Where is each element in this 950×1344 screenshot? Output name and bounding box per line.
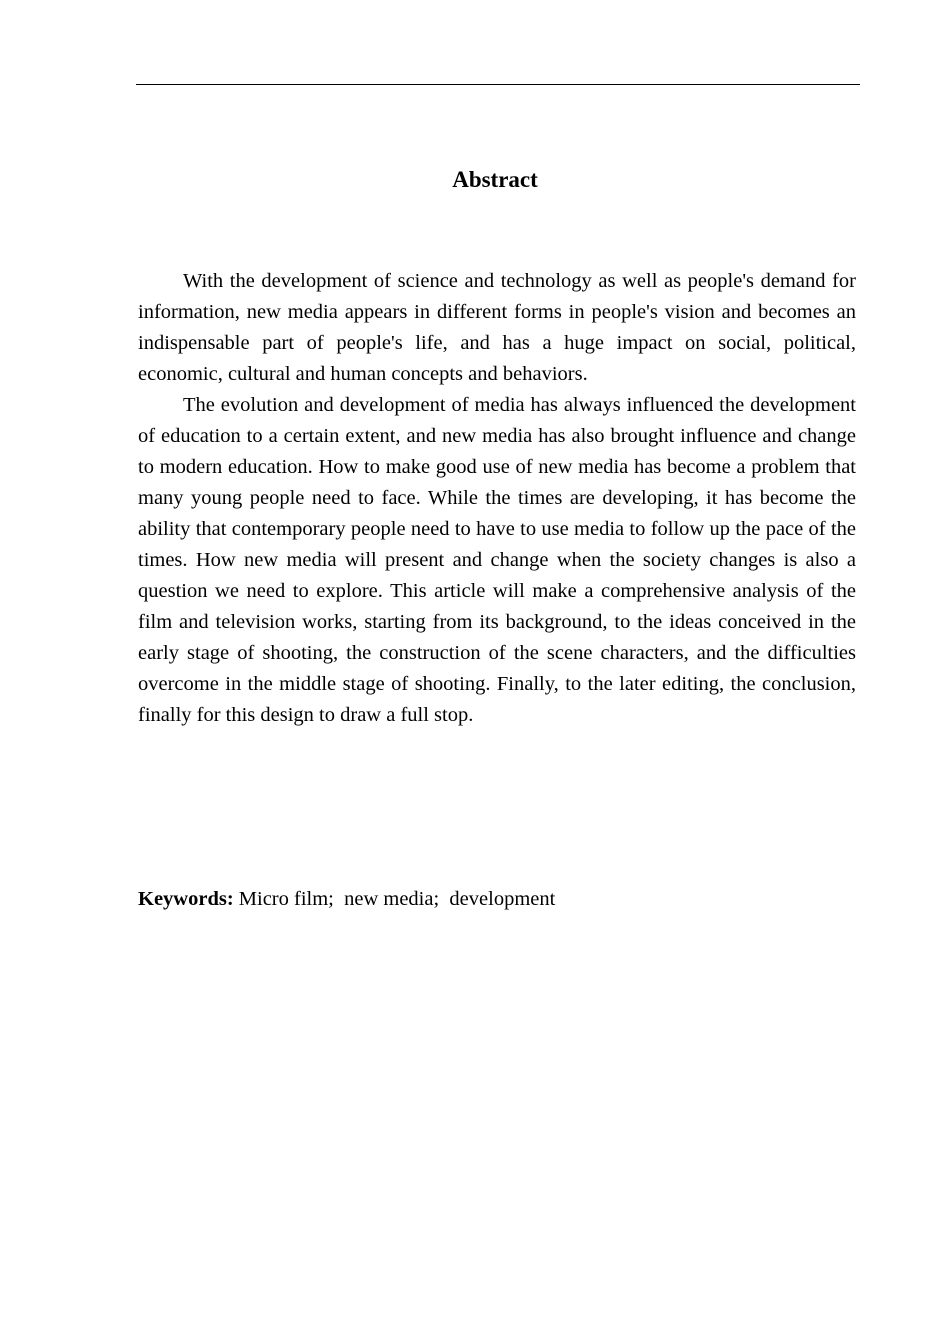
abstract-paragraph: With the development of science and technology as well as people's demand for information, new media appears in different forms in people's vision and becomes an indispensable part of people's life, and has a huge impact on social, political, economic, cultural and human concepts and behaviors. [138,270,856,385]
abstract-body [138,266,856,731]
header-rule [136,84,860,85]
keywords-label: Keywords: [138,888,234,910]
page-title: Abstract [452,167,538,192]
keywords-value: Micro film; new media; development [233,888,556,910]
abstract-paragraph: The evolution and development of media has always influenced the development of education to a certain extent, and new media has also brought influence and change to modern education. How to make good use of new media has become a problem that many young people need to face. While the times are developing, it has become the ability that contemporary people need to have to use media to follow up the pace of the times. How new media will present and change when the society changes is also a question we need to explore. This article will make a comprehensive analysis of the film and television works, starting from its background, to the ideas conceived in the early stage of shooting, the construction of the scene characters, and the difficulties overcome in the middle stage of shooting. Finally, to the later editing, the conclusion, finally for this design to draw a full stop. [138,394,856,726]
keywords-line [138,884,856,915]
